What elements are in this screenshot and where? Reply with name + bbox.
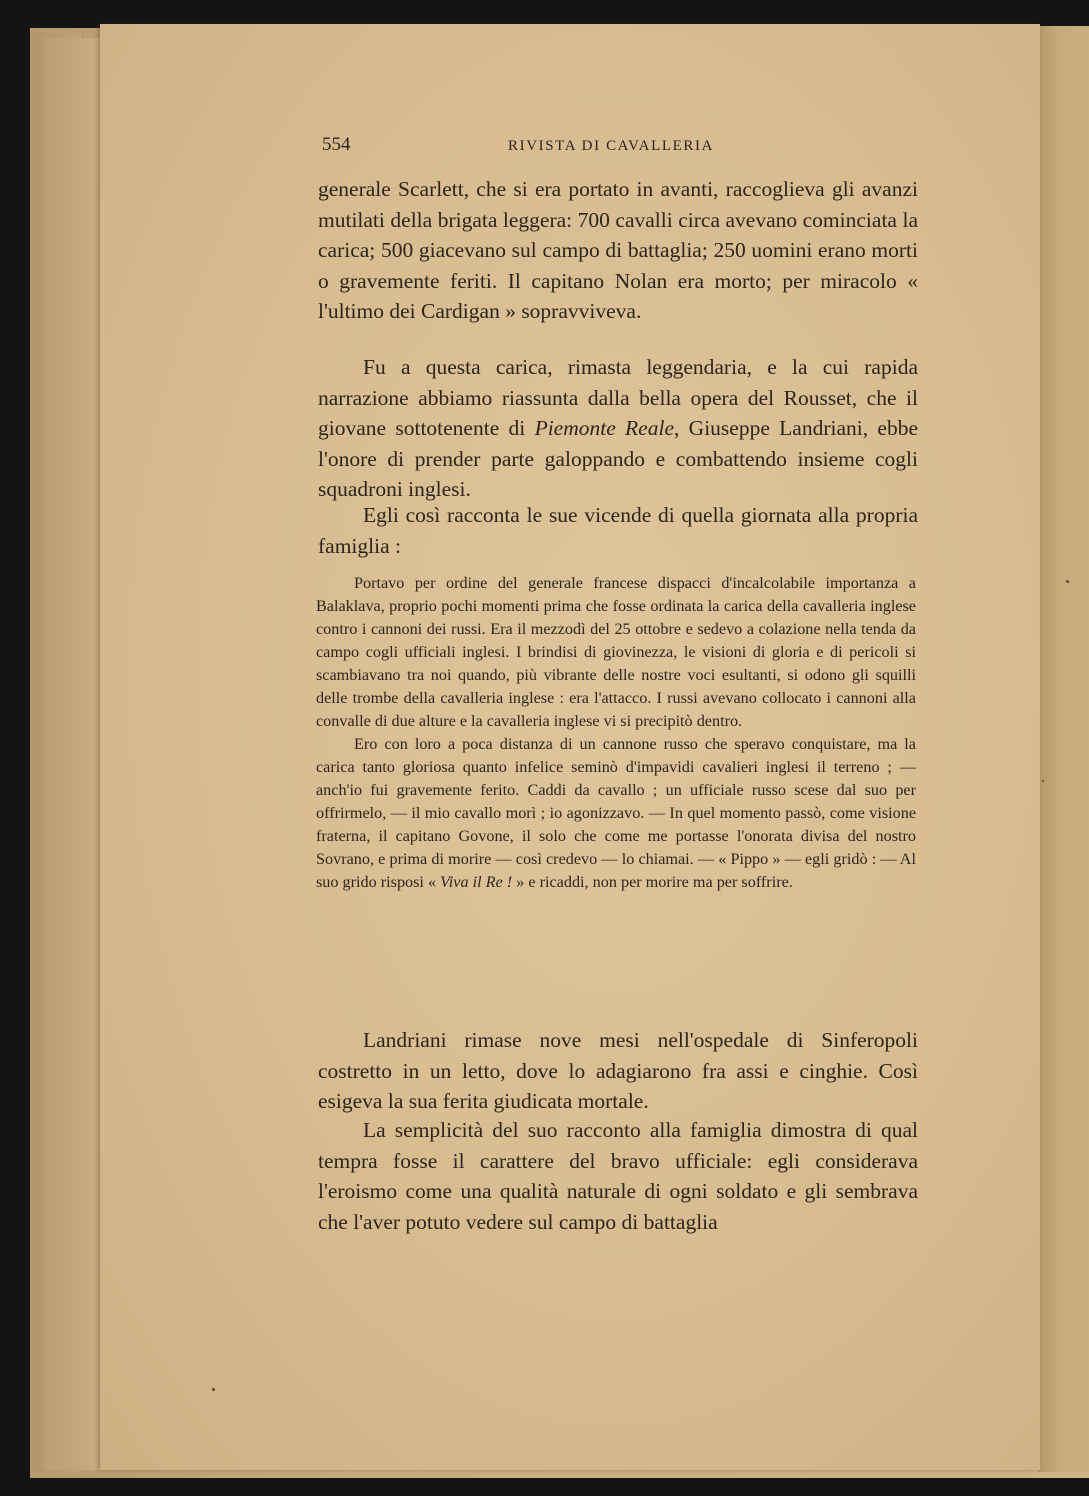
paragraph-1 [318, 174, 918, 327]
paragraph-4 [318, 1025, 918, 1117]
paragraph-3-text: Egli così racconta le sue vicende di quella giornata alla propria famiglia : [318, 503, 918, 558]
quoted-letter [316, 572, 916, 894]
paragraph-1-text: generale Scarlett, che si era portato in avanti, raccoglieva gli avanzi mutilati della brigata leggera: 700 cavalli circa avevano cominciata la carica; 500 giacevano sul campo di battaglia; 250 uomini erano morti o gravemente feriti. Il capitano Nolan era morto; per miracolo « l'ultimo dei Cardigan » sopravviveva. [318, 177, 918, 324]
paragraph-5 [318, 1115, 918, 1237]
next-page-edge [1038, 26, 1089, 1472]
paragraph-2-part-a: Fu a questa carica, rimasta leggendaria, e la cui rapida narrazione abbiamo riassunta dalla bella opera del Rousset, che il giovane sottotenente di [318, 355, 918, 441]
paper-speck [1066, 580, 1069, 583]
quote-paragraph-2-part-a: Ero con loro a poca distanza di un cannone russo che speravo conquistare, ma la carica tanto gloriosa quanto infelice seminò d'impavidi cavalieri inglesi il terreno ; — anch'io fui gravemente ferito. Caddi da cavallo ; un ufficiale russo scese dal suo per offrirmelo, — il mio cavallo morì ; io agonizzavo. — In quel momento passò, come visione fraterna, il capitano Govone, il solo che come me portasse l'onorata divisa del nostro Sovrano, e prima di morire — così credevo — lo chiamai. — « Pippo » — egli gridò : — Al suo grido risposi « [316, 735, 916, 891]
quote-paragraph-2 [316, 733, 916, 894]
paragraph-2-text [318, 352, 918, 505]
paragraph-5-text: La semplicità del suo racconto alla famiglia dimostra di qual tempra fosse il carattere del bravo ufficiale: egli considerava l'eroismo come una qualità naturale di ogni soldato e gli sembrava che l'aver potuto vedere sul campo di battaglia [318, 1118, 918, 1234]
quote-paragraph-2-italic: Viva il Re ! [440, 873, 513, 891]
paragraph-2-italic: Piemonte Reale [534, 416, 674, 441]
paragraph-2-part-b: , Giuseppe Landriani, ebbe l'onore di prender parte galoppando e combattendo insieme cogli squadroni inglesi. [318, 416, 918, 502]
paragraph-2 [318, 352, 918, 505]
paper-speck [212, 1388, 215, 1391]
quote-paragraph-1: Portavo per ordine del generale francese dispacci d'incalcolabile importanza a Balaklava, proprio pochi momenti prima che fosse ordinata la carica della cavalleria inglese contro i cannoni dei russi. Era il mezzodì del 25 ottobre e sedevo a colazione nella tenda da campo cogli ufficiali inglesi. I brindisi di giovinezza, le visioni di gloria e di pericoli si scambiavano tra noi quando, più vibrante delle nostre voci esultanti, si odono gli squilli delle trombe della cavalleria inglese : era l'attacco. I russi avevano collocato i cannoni alla convalle di due alture e la cavalleria inglese vi si precipitò dentro. [316, 574, 916, 730]
paragraph-4-text: Landriani rimase nove mesi nell'ospedale di Sinferopoli costretto in un letto, dove lo adagiarono fra assi e cinghie. Così esigeva la sua ferita giudicata mortale. [318, 1028, 918, 1114]
page-number: 554 [322, 134, 351, 155]
paragraph-3 [318, 500, 918, 561]
page-header [322, 134, 922, 162]
quote-paragraph-2-part-b: » e ricaddi, non per morire ma per soffrire. [512, 873, 793, 891]
previous-page-edge-inner [44, 38, 101, 1470]
paper-speck [1042, 780, 1044, 782]
running-head-title: RIVISTA DI CAVALLERIA [508, 138, 715, 154]
